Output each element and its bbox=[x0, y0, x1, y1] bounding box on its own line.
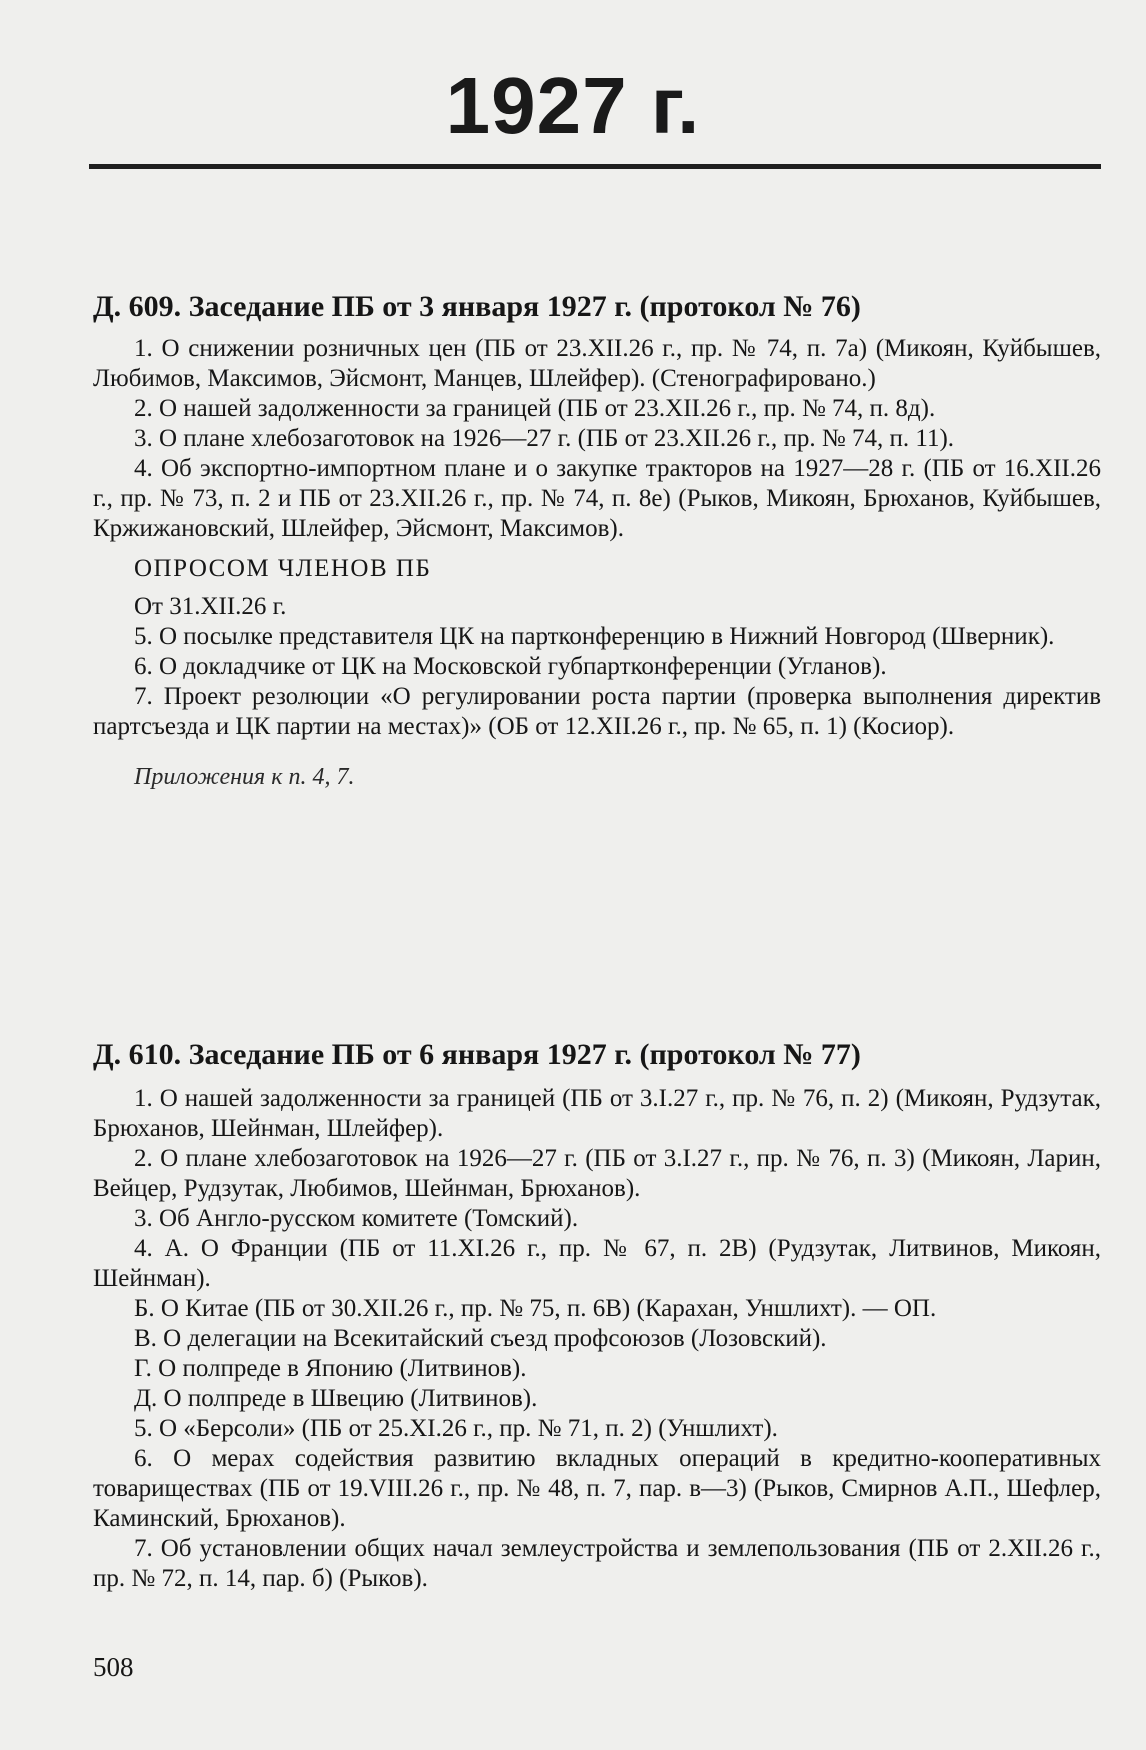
doc-610-heading: Д. 610. Заседание ПБ от 6 января 1927 г. (протокол № 77) bbox=[93, 1038, 861, 1071]
document-610 bbox=[93, 1036, 1101, 1594]
poll-date: От 31.XII.26 г. bbox=[134, 593, 287, 620]
year-title: 1927 г. bbox=[445, 61, 701, 150]
doc-609-heading: Д. 609. Заседание ПБ от 3 января 1927 г. (протокол № 76) bbox=[93, 290, 861, 323]
agenda-item: Д. О полпреде в Швецию (Литвинов). bbox=[134, 1385, 538, 1412]
agenda-item: 5. О «Берсоли» (ПБ от 25.XI.26 г., пр. № 71, п. 2) (Уншлихт). bbox=[134, 1415, 778, 1442]
page-number: 508 bbox=[93, 1652, 134, 1682]
agenda-item: 6. О докладчике от ЦК на Московской губпартконференции (Угланов). bbox=[134, 653, 887, 680]
document-609 bbox=[93, 288, 1101, 792]
agenda-item: 4. А. О Франции (ПБ от 11.XI.26 г., пр. № 67, п. 2В) (Рудзутак, Литвинов, Микоян, Шейнман). bbox=[93, 1235, 1101, 1292]
attachments-note: Приложения к п. 4, 7. bbox=[134, 764, 355, 790]
poll-caption: ОПРОСОМ ЧЛЕНОВ ПБ bbox=[134, 555, 432, 582]
agenda-item: 4. Об экспортно-импортном плане и о закупке тракторов на 1927—28 г. (ПБ от 16.XII.26 г., пр. № 73, п. 2 и ПБ от 23.XII.26 г., пр. № 74, п. 8е) (Рыков, Микоян, Брюханов, Куйбышев, Кржижановский, Шлейфер, Эйсмонт, Максимов). bbox=[93, 455, 1101, 542]
agenda-item: 7. Проект резолюции «О регулировании роста партии (проверка выполнения директив партсъезда и ЦК партии на местах)» (ОБ от 12.XII.26 г., пр. № 65, п. 1) (Косиор). bbox=[93, 683, 1101, 740]
agenda-item: В. О делегации на Всекитайский съезд профсоюзов (Лозовский). bbox=[134, 1325, 827, 1352]
agenda-item: Б. О Китае (ПБ от 30.XII.26 г., пр. № 75, п. 6В) (Карахан, Уншлихт). — ОП. bbox=[134, 1295, 937, 1322]
agenda-item: 3. Об Англо-русском комитете (Томский). bbox=[134, 1205, 579, 1232]
agenda-item: 6. О мерах содействия развитию вкладных операций в кредитно-кооперативных товариществах (ПБ от 19.VIII.26 г., пр. № 48, п. 7, пар. в—3) (Рыков, Смирнов А.П., Шефлер, Каминский, Брюханов). bbox=[93, 1445, 1101, 1532]
doc-609-poll-agenda bbox=[93, 622, 1101, 742]
agenda-item: 2. О нашей задолженности за границей (ПБ от 23.XII.26 г., пр. № 74, п. 8д). bbox=[134, 395, 936, 422]
agenda-item: 2. О плане хлебозаготовок на 1926—27 г. (ПБ от 3.I.27 г., пр. № 76, п. 3) (Микоян, Ларин, Вейцер, Рудзутак, Любимов, Шейнман, Брюханов). bbox=[93, 1145, 1101, 1202]
doc-609-agenda bbox=[93, 334, 1101, 544]
agenda-item: Г. О полпреде в Японию (Литвинов). bbox=[134, 1355, 527, 1382]
agenda-item: 3. О плане хлебозаготовок на 1926—27 г. (ПБ от 23.XII.26 г., пр. № 74, п. 11). bbox=[134, 425, 955, 452]
agenda-item: 1. О снижении розничных цен (ПБ от 23.XII.26 г., пр. № 74, п. 7а) (Микоян, Куйбышев, Любимов, Максимов, Эйсмонт, Манцев, Шлейфер). (Стенографировано.) bbox=[93, 335, 1101, 392]
agenda-item: 5. О посылке представителя ЦК на партконференцию в Нижний Новгород (Шверник). bbox=[134, 623, 1055, 650]
agenda-item: 7. Об установлении общих начал землеустройства и землепользования (ПБ от 2.XII.26 г., пр. № 72, п. 14, пар. б) (Рыков). bbox=[93, 1535, 1101, 1592]
agenda-item: 1. О нашей задолженности за границей (ПБ от 3.I.27 г., пр. № 76, п. 2) (Микоян, Рудзутак, Брюханов, Шейнман, Шлейфер). bbox=[93, 1085, 1101, 1142]
title-divider bbox=[89, 164, 1101, 169]
doc-610-agenda bbox=[93, 1084, 1101, 1594]
